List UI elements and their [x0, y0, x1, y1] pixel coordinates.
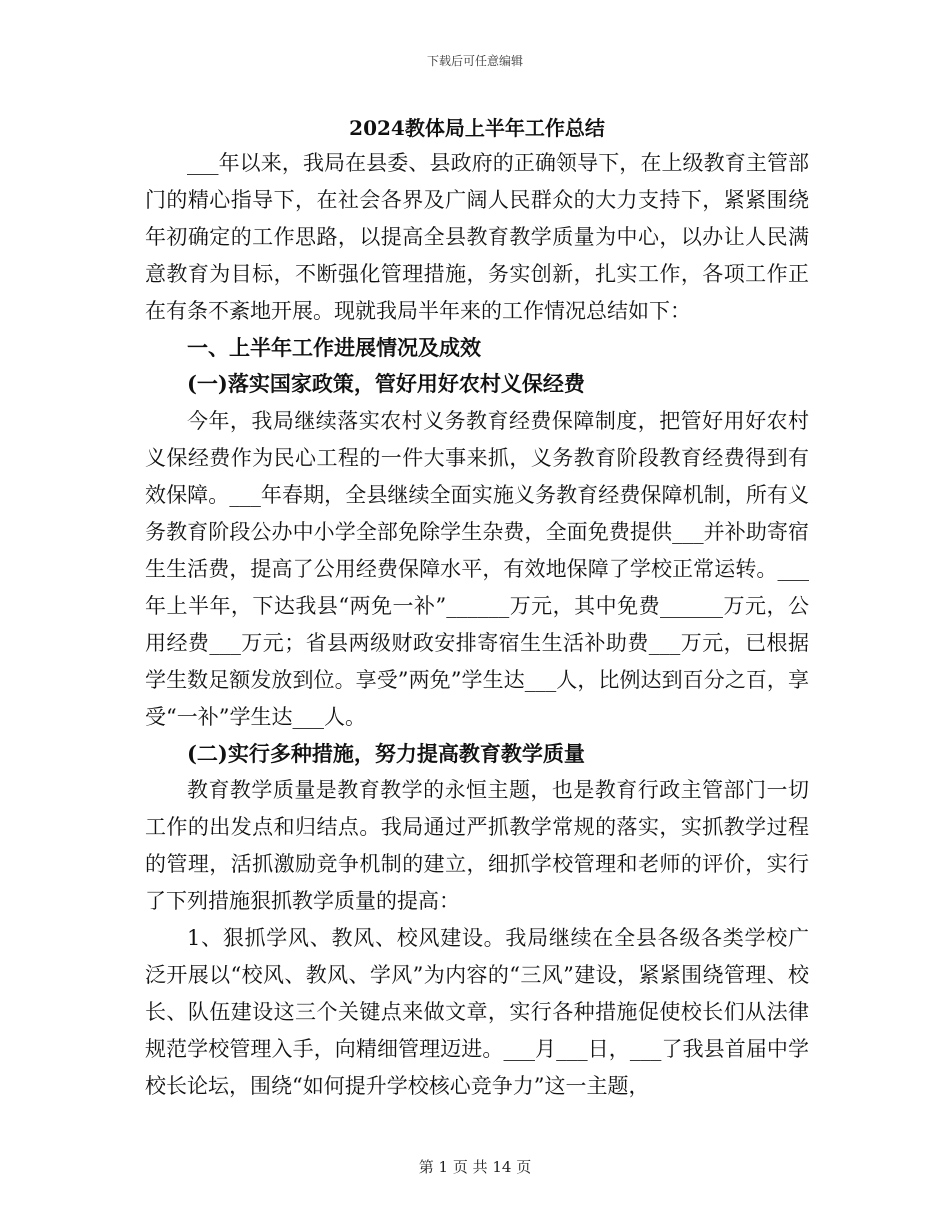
subsection-2-paragraph: 教育教学质量是教育教学的永恒主题，也是教育行政主管部门一切工作的出发点和归结点。我局通过严抓教学常规的落实，实抓教学过程的管理，活抓激励竞争机制的建立，细抓学校管理和老师的评价，实行了下列措施狠抓教学质量的提高：	[145, 778, 809, 914]
subsection-heading-2: (二)实行多种措施，努力提高教育教学质量	[187, 740, 585, 766]
document-body	[145, 112, 809, 1105]
subsection-1-paragraph: 今年，我局继续落实农村义务教育经费保障制度，把管好用好农村义保经费作为民心工程的一件大事来抓，义务教育阶段教育经费得到有效保障。___年春期，全县继续全面实施义务教育经费保障机制，所有义务教育阶段公办中小学全部免除学生杂费，全面免费提供___并补助寄宿生生活费，提高了公用经费保障水平，有效地保障了学校正常运转。___年上半年，下达我县“两免一补”______万元，其中免费______万元，公用经费___万元；省县两级财政安排寄宿生生活补助费___万元，已根据学生数足额发放到位。享受”两免”学生达___人，比例达到百分之百，享受“一补”学生达___人。	[145, 409, 809, 729]
section-heading-1: 一、上半年工作进展情况及成效	[187, 334, 481, 360]
page-number: 第 1 页 共 14 页	[418, 1158, 532, 1176]
header-note: 下载后可任意编辑	[426, 54, 523, 68]
item-1-paragraph: 1、狠抓学风、教风、校风建设。我局继续在全县各级各类学校广泛开展以“校风、教风、学风”为内容的“三风”建设，紧紧围绕管理、校长、队伍建设这三个关键点来做文章，实行各种措施促使校长们从法律规范学校管理入手，向精细管理迈进。___月___日，___了我县首届中学校长论坛，围绕“如何提升学校核心竞争力”这一主题，	[145, 926, 809, 1098]
intro-paragraph: ___年以来，我局在县委、县政府的正确领导下，在上级教育主管部门的精心指导下，在社会各界及广阔人民群众的大力支持下，紧紧围绕年初确定的工作思路，以提高全县教育教学质量为中心，以办让人民满意教育为目标，不断强化管理措施，务实创新，扎实工作，各项工作正在有条不紊地开展。现就我局半年来的工作情况总结如下：	[145, 151, 809, 323]
subsection-heading-1: (一)落实国家政策，管好用好农村义保经费	[187, 371, 585, 397]
document-title: 2024教体局上半年工作总结	[349, 116, 605, 140]
